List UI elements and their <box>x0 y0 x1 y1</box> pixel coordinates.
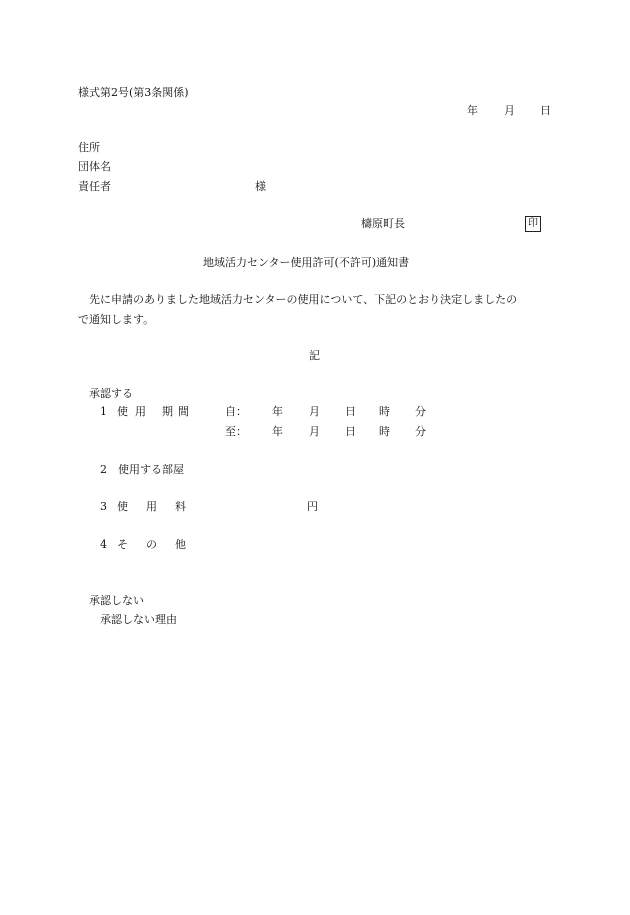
room-item-number: 2 <box>100 463 107 476</box>
period-from-minute: 分 <box>415 405 426 418</box>
fee-item-number: 3 <box>100 500 107 513</box>
reject-heading: 承認しない <box>89 594 144 607</box>
seal-mark: 印 <box>525 216 541 232</box>
date-year: 年 <box>467 104 478 117</box>
fee-unit: 円 <box>307 500 318 513</box>
recipient-honorific: 様 <box>255 180 266 193</box>
period-from-year: 年 <box>272 405 283 418</box>
period-label-char: 間 <box>178 405 189 418</box>
date-day: 日 <box>540 104 551 117</box>
recipient-address: 住所 <box>78 141 100 154</box>
fee-label-char: 用 <box>146 500 157 513</box>
recipient-org-name: 団体名 <box>78 160 111 173</box>
period-to-month: 月 <box>309 425 320 438</box>
period-from-day: 日 <box>345 405 356 418</box>
ki-heading: 記 <box>309 349 320 362</box>
reject-reason-label: 承認しない理由 <box>100 613 177 626</box>
period-to-hour: 時 <box>379 425 390 438</box>
other-label-char: 他 <box>175 538 186 551</box>
fee-label-char: 使 <box>117 500 128 513</box>
recipient-person: 責任者 <box>78 180 111 193</box>
period-label-char: 使 <box>117 405 128 418</box>
period-item-number: 1 <box>100 405 107 418</box>
body-text-line-2: で通知します。 <box>78 313 155 326</box>
period-label-char: 期 <box>162 405 173 418</box>
period-to-year: 年 <box>272 425 283 438</box>
date-month: 月 <box>504 104 515 117</box>
other-label-char: の <box>146 538 157 551</box>
period-from-hour: 時 <box>379 405 390 418</box>
period-to-minute: 分 <box>415 425 426 438</box>
approve-heading: 承認する <box>89 387 133 400</box>
period-to-label: 至： <box>225 425 247 438</box>
period-from-label: 自： <box>225 405 247 418</box>
period-label-char: 用 <box>135 405 146 418</box>
fee-label-char: 料 <box>175 500 186 513</box>
room-label: 使用する部屋 <box>118 463 184 476</box>
other-item-number: 4 <box>100 538 107 551</box>
body-text-line-1: 先に申請のありました地域活力センターの使用について、下記のとおり決定しましたの <box>89 293 518 306</box>
period-to-day: 日 <box>345 425 356 438</box>
form-label: 様式第2号(第3条関係) <box>78 86 189 99</box>
period-from-month: 月 <box>309 405 320 418</box>
document-title: 地域活力センター使用許可(不許可)通知書 <box>203 256 410 269</box>
issuer-title: 檮原町長 <box>361 217 405 230</box>
other-label-char: そ <box>117 538 128 551</box>
